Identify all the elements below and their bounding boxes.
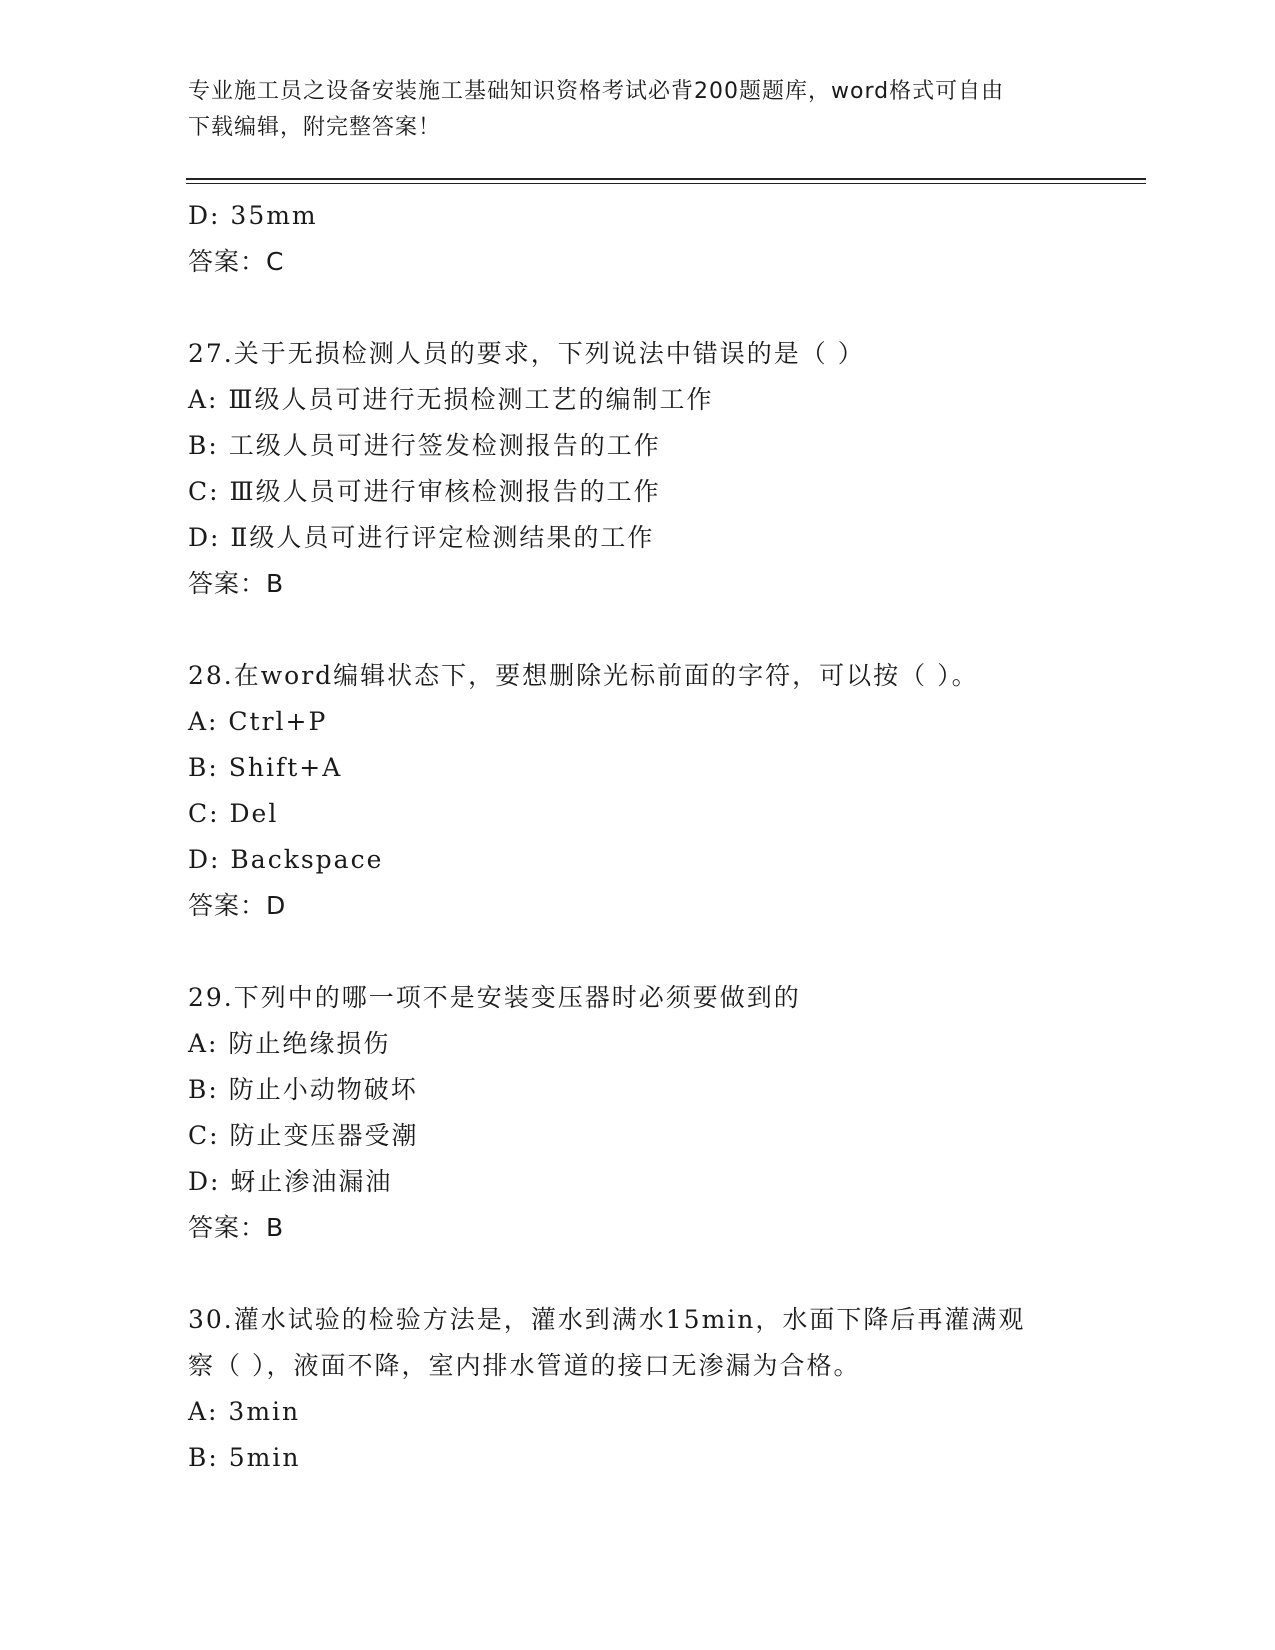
- question-27-answer: 答案：B: [188, 569, 285, 598]
- document-header: [188, 74, 1088, 146]
- question-29: [188, 975, 1148, 1251]
- spacer: [188, 1251, 1148, 1297]
- question-29-option-c: C: 防止变压器受潮: [188, 1121, 419, 1150]
- question-30-stem-line-2: 察（ ），液面不降，室内排水管道的接口无渗漏为合格。: [188, 1351, 861, 1380]
- header-title-line-2: 下载编辑，附完整答案！: [188, 115, 442, 140]
- question-28-option-c: C: Del: [188, 799, 279, 828]
- question-29-stem: 29.下列中的哪一项不是安装变压器时必须要做到的: [188, 983, 801, 1012]
- spacer: [188, 929, 1148, 975]
- question-28-option-b: B: Shift+A: [188, 753, 343, 782]
- question-27-stem: 27.关于无损检测人员的要求，下列说法中错误的是（ ）: [188, 339, 865, 368]
- question-list: [188, 193, 1148, 1481]
- question-28-option-a: A: Ctrl+P: [188, 707, 328, 736]
- prev-answer: 答案：C: [188, 247, 285, 276]
- question-27: [188, 331, 1148, 607]
- prev-option-d: D: 35mm: [188, 201, 318, 230]
- question-30: [188, 1297, 1148, 1481]
- header-divider-thick: [186, 178, 1146, 180]
- question-30-option-a: A: 3min: [188, 1397, 301, 1426]
- question-27-option-a: A: Ⅲ级人员可进行无损检测工艺的编制工作: [188, 385, 714, 414]
- question-28-answer: 答案：D: [188, 891, 287, 920]
- spacer: [188, 607, 1148, 653]
- question-28-option-d: D: Backspace: [188, 845, 384, 874]
- question-27-option-d: D: Ⅱ级人员可进行评定检测结果的工作: [188, 523, 655, 552]
- question-27-option-b: B: 工级人员可进行签发检测报告的工作: [188, 431, 661, 460]
- question-29-option-d: D: 蚜止渗油漏油: [188, 1167, 393, 1196]
- question-29-option-b: B: 防止小动物破坏: [188, 1075, 418, 1104]
- spacer: [188, 285, 1148, 331]
- question-28-stem: 28.在word编辑状态下，要想删除光标前面的字符，可以按（ ）。: [188, 661, 979, 690]
- question-30-stem-line-1: 30.灌水试验的检验方法是，灌水到满水15min，水面下降后再灌满观: [188, 1305, 1026, 1334]
- question-30-option-b: B: 5min: [188, 1443, 301, 1472]
- header-title-line-1: 专业施工员之设备安装施工基础知识资格考试必背200题题库，word格式可自由: [188, 79, 1005, 104]
- question-28: [188, 653, 1148, 929]
- question-29-option-a: A: 防止绝缘损伤: [188, 1029, 391, 1058]
- header-divider-thin: [186, 183, 1146, 184]
- question-29-answer: 答案：B: [188, 1213, 285, 1242]
- question-27-option-c: C: Ⅲ级人员可进行审核检测报告的工作: [188, 477, 661, 506]
